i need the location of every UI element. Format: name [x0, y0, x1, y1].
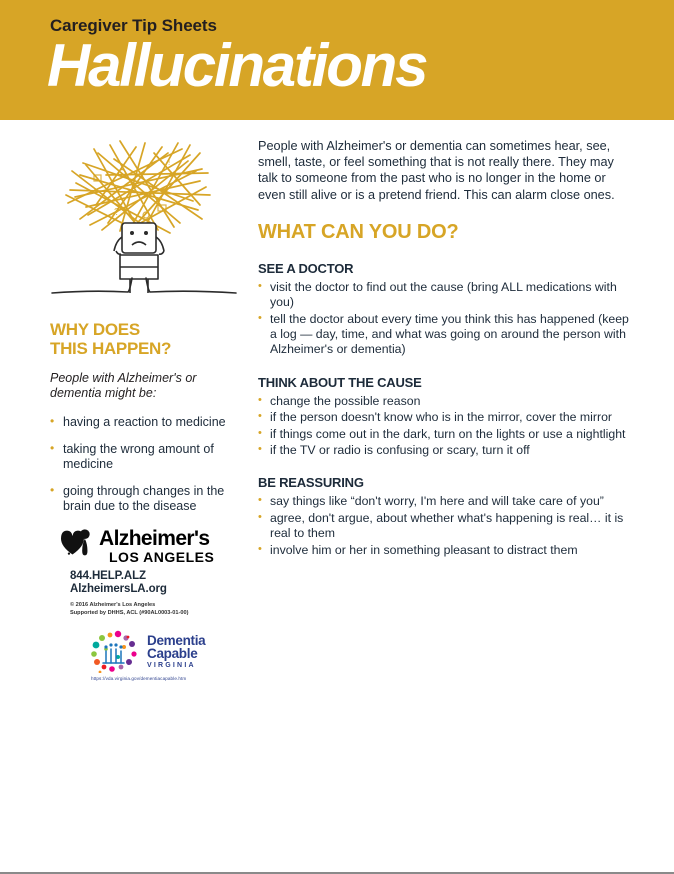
- page-header-banner: [0, 0, 674, 120]
- svg-text:?: ?: [114, 207, 120, 218]
- list-item: • involve him or her in something pleasant to distract them: [258, 543, 634, 558]
- list-item: • tell the doctor about every time you think this has happened (keep a log — day, time, and what was going on around the person with Alzheimer's or dementia): [258, 312, 634, 358]
- section-be-reassuring: [258, 475, 634, 558]
- org-city: LOS ANGELES: [109, 549, 215, 565]
- dcv-wordmark: [147, 634, 205, 669]
- svg-text:!: !: [168, 158, 171, 167]
- section-list: [258, 280, 634, 358]
- why-heading-line-2: THIS HAPPEN?: [50, 339, 172, 358]
- why-subtext: People with Alzheimer's or dementia might be:: [50, 371, 197, 400]
- what-can-you-do-heading: WHAT CAN YOU DO?: [258, 220, 459, 243]
- fineprint: [50, 601, 240, 617]
- alzheimers-la-wordmark: [99, 528, 214, 564]
- list-item: • say things like “don't worry, I'm here and will take care of you”: [258, 494, 634, 509]
- alzheimers-la-logo: [50, 528, 240, 564]
- dementia-capable-virginia-block: [50, 629, 240, 681]
- left-column: [50, 135, 240, 681]
- list-item: • if things come out in the dark, turn on the lights or use a nightlight: [258, 427, 634, 442]
- contact-info: [50, 570, 240, 596]
- copyright-text: © 2016 Alzheimer's Los Angeles: [70, 602, 156, 608]
- list-item: • having a reaction to medicine: [50, 415, 240, 430]
- brain-dots-icon: [88, 629, 144, 673]
- dcv-line-1: Dementia: [147, 632, 206, 648]
- heart-person-logo-icon: [58, 528, 94, 558]
- section-heading: BE REASSURING: [258, 475, 364, 491]
- list-item: • agree, don't argue, about whether what's happening is real… it is real to them: [258, 511, 634, 542]
- list-item: • visit the doctor to find out the cause (bring ALL medications with you): [258, 280, 634, 311]
- section-list: [258, 394, 634, 459]
- section-see-a-doctor: [258, 261, 634, 358]
- logo-block: [50, 528, 240, 617]
- why-heading-line-1: WHY DOES: [50, 320, 140, 339]
- section-think-about-the-cause: [258, 375, 634, 459]
- page-title: Hallucinations: [47, 32, 427, 99]
- header-kicker: Caregiver Tip Sheets: [50, 16, 217, 35]
- org-name: Alzheimer's: [99, 527, 210, 550]
- section-heading: THINK ABOUT THE CAUSE: [258, 374, 422, 390]
- support-text: Supported by DHHS, ACL (#90AL0003-01-00): [70, 610, 189, 616]
- dementia-capable-virginia-logo: [88, 629, 240, 673]
- dcv-url[interactable]: https://vda.virginia.gov/dementiacapable.htm: [91, 676, 187, 681]
- section-list: [258, 494, 634, 558]
- dcv-line-3: VIRGINIA: [147, 661, 196, 669]
- dcv-line-2: Capable: [147, 645, 198, 661]
- confused-stick-figure-icon: [50, 135, 240, 295]
- right-column: [258, 138, 634, 559]
- why-reasons-list: [50, 415, 240, 514]
- why-does-this-happen-heading: [50, 320, 240, 358]
- list-item: • going through changes in the brain due to the disease: [50, 484, 240, 514]
- website-url[interactable]: AlzheimersLA.org: [70, 583, 167, 595]
- section-heading: SEE A DOCTOR: [258, 260, 354, 276]
- list-item: • if the TV or radio is confusing or scary, turn it off: [258, 443, 634, 458]
- list-item: • change the possible reason: [258, 394, 634, 409]
- list-item: • if the person doesn't know who is in the mirror, cover the mirror: [258, 410, 634, 425]
- phone-number[interactable]: 844.HELP.ALZ: [70, 570, 146, 582]
- intro-paragraph: People with Alzheimer's or dementia can sometimes hear, see, smell, taste, or feel something that is not really there. They may talk to someone from the past who is no longer in the home or even still alive or is a pretend friend. This can alarm close ones.: [258, 139, 615, 202]
- list-item: • taking the wrong amount of medicine: [50, 442, 240, 472]
